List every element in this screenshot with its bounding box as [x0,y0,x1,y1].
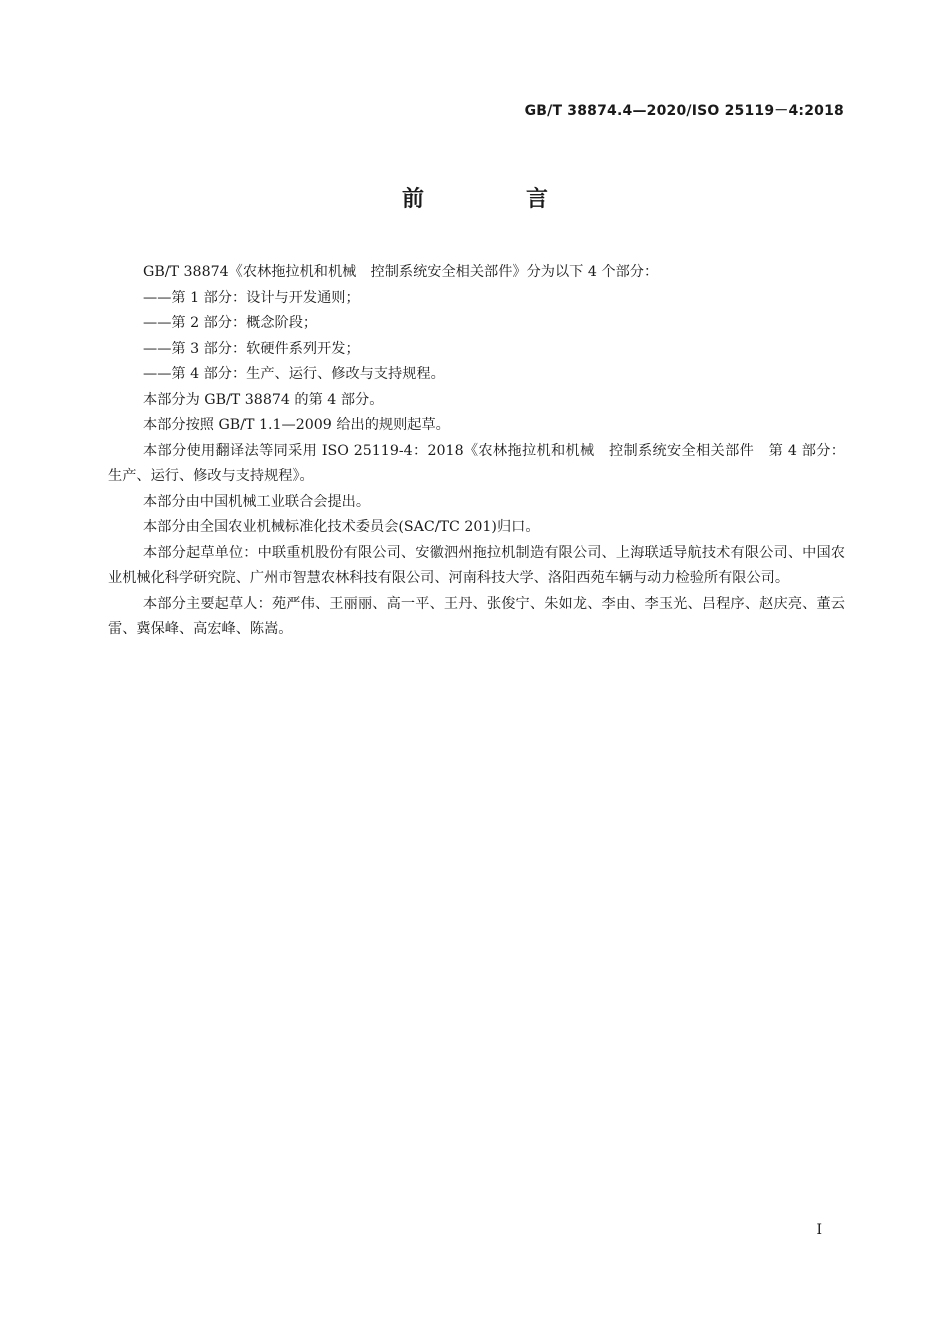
page-number: I [816,1222,822,1238]
list-item-part-4: ——第 4 部分：生产、运行、修改与支持规程。 [143,366,445,382]
paragraph-drafting-units: 本部分起草单位：中联重机股份有限公司、安徽泗州拖拉机制造有限公司、上海联适导航技术有限公司、中国农业机械化科学研究院、广州市智慧农林科技有限公司、河南科技大学、洛阳西苑车辆与动力检验所有限公司。 [108,544,845,586]
list-item-part-2: ——第 2 部分：概念阶段； [143,315,318,331]
paragraph-parts-intro: GB/T 38874《农林拖拉机和机械 控制系统安全相关部件》分为以下 4 个部分： [143,264,659,280]
paragraph-proposer: 本部分由中国机械工业联合会提出。 [143,493,371,510]
paragraph-committee: 本部分由全国农业机械标准化技术委员会(SAC/TC 201)归口。 [143,519,540,535]
list-item-part-3: ——第 3 部分：软硬件系列开发； [143,340,360,357]
foreword-body [108,260,845,643]
page-title: 前 言 [401,187,588,212]
paragraph-drafting-rules: 本部分按照 GB/T 1.1—2009 给出的规则起草。 [143,417,450,433]
paragraph-drafters: 本部分主要起草人：苑严伟、王丽丽、高一平、王丹、张俊宁、朱如龙、李由、李玉光、吕程序、赵庆亮、董云雷、冀保峰、高宏峰、陈嵩。 [108,595,845,637]
standard-code: GB/T 38874.4—2020/ISO 25119－4:2018 [524,103,844,119]
paragraph-part-statement: 本部分为 GB/T 38874 的第 4 部分。 [143,391,384,408]
list-item-part-1: ——第 1 部分：设计与开发通则； [143,289,360,306]
paragraph-adoption: 本部分使用翻译法等同采用 ISO 25119-4：2018《农林拖拉机和机械 控制系统安全相关部件 第 4 部分：生产、运行、修改与支持规程》。 [108,442,845,484]
